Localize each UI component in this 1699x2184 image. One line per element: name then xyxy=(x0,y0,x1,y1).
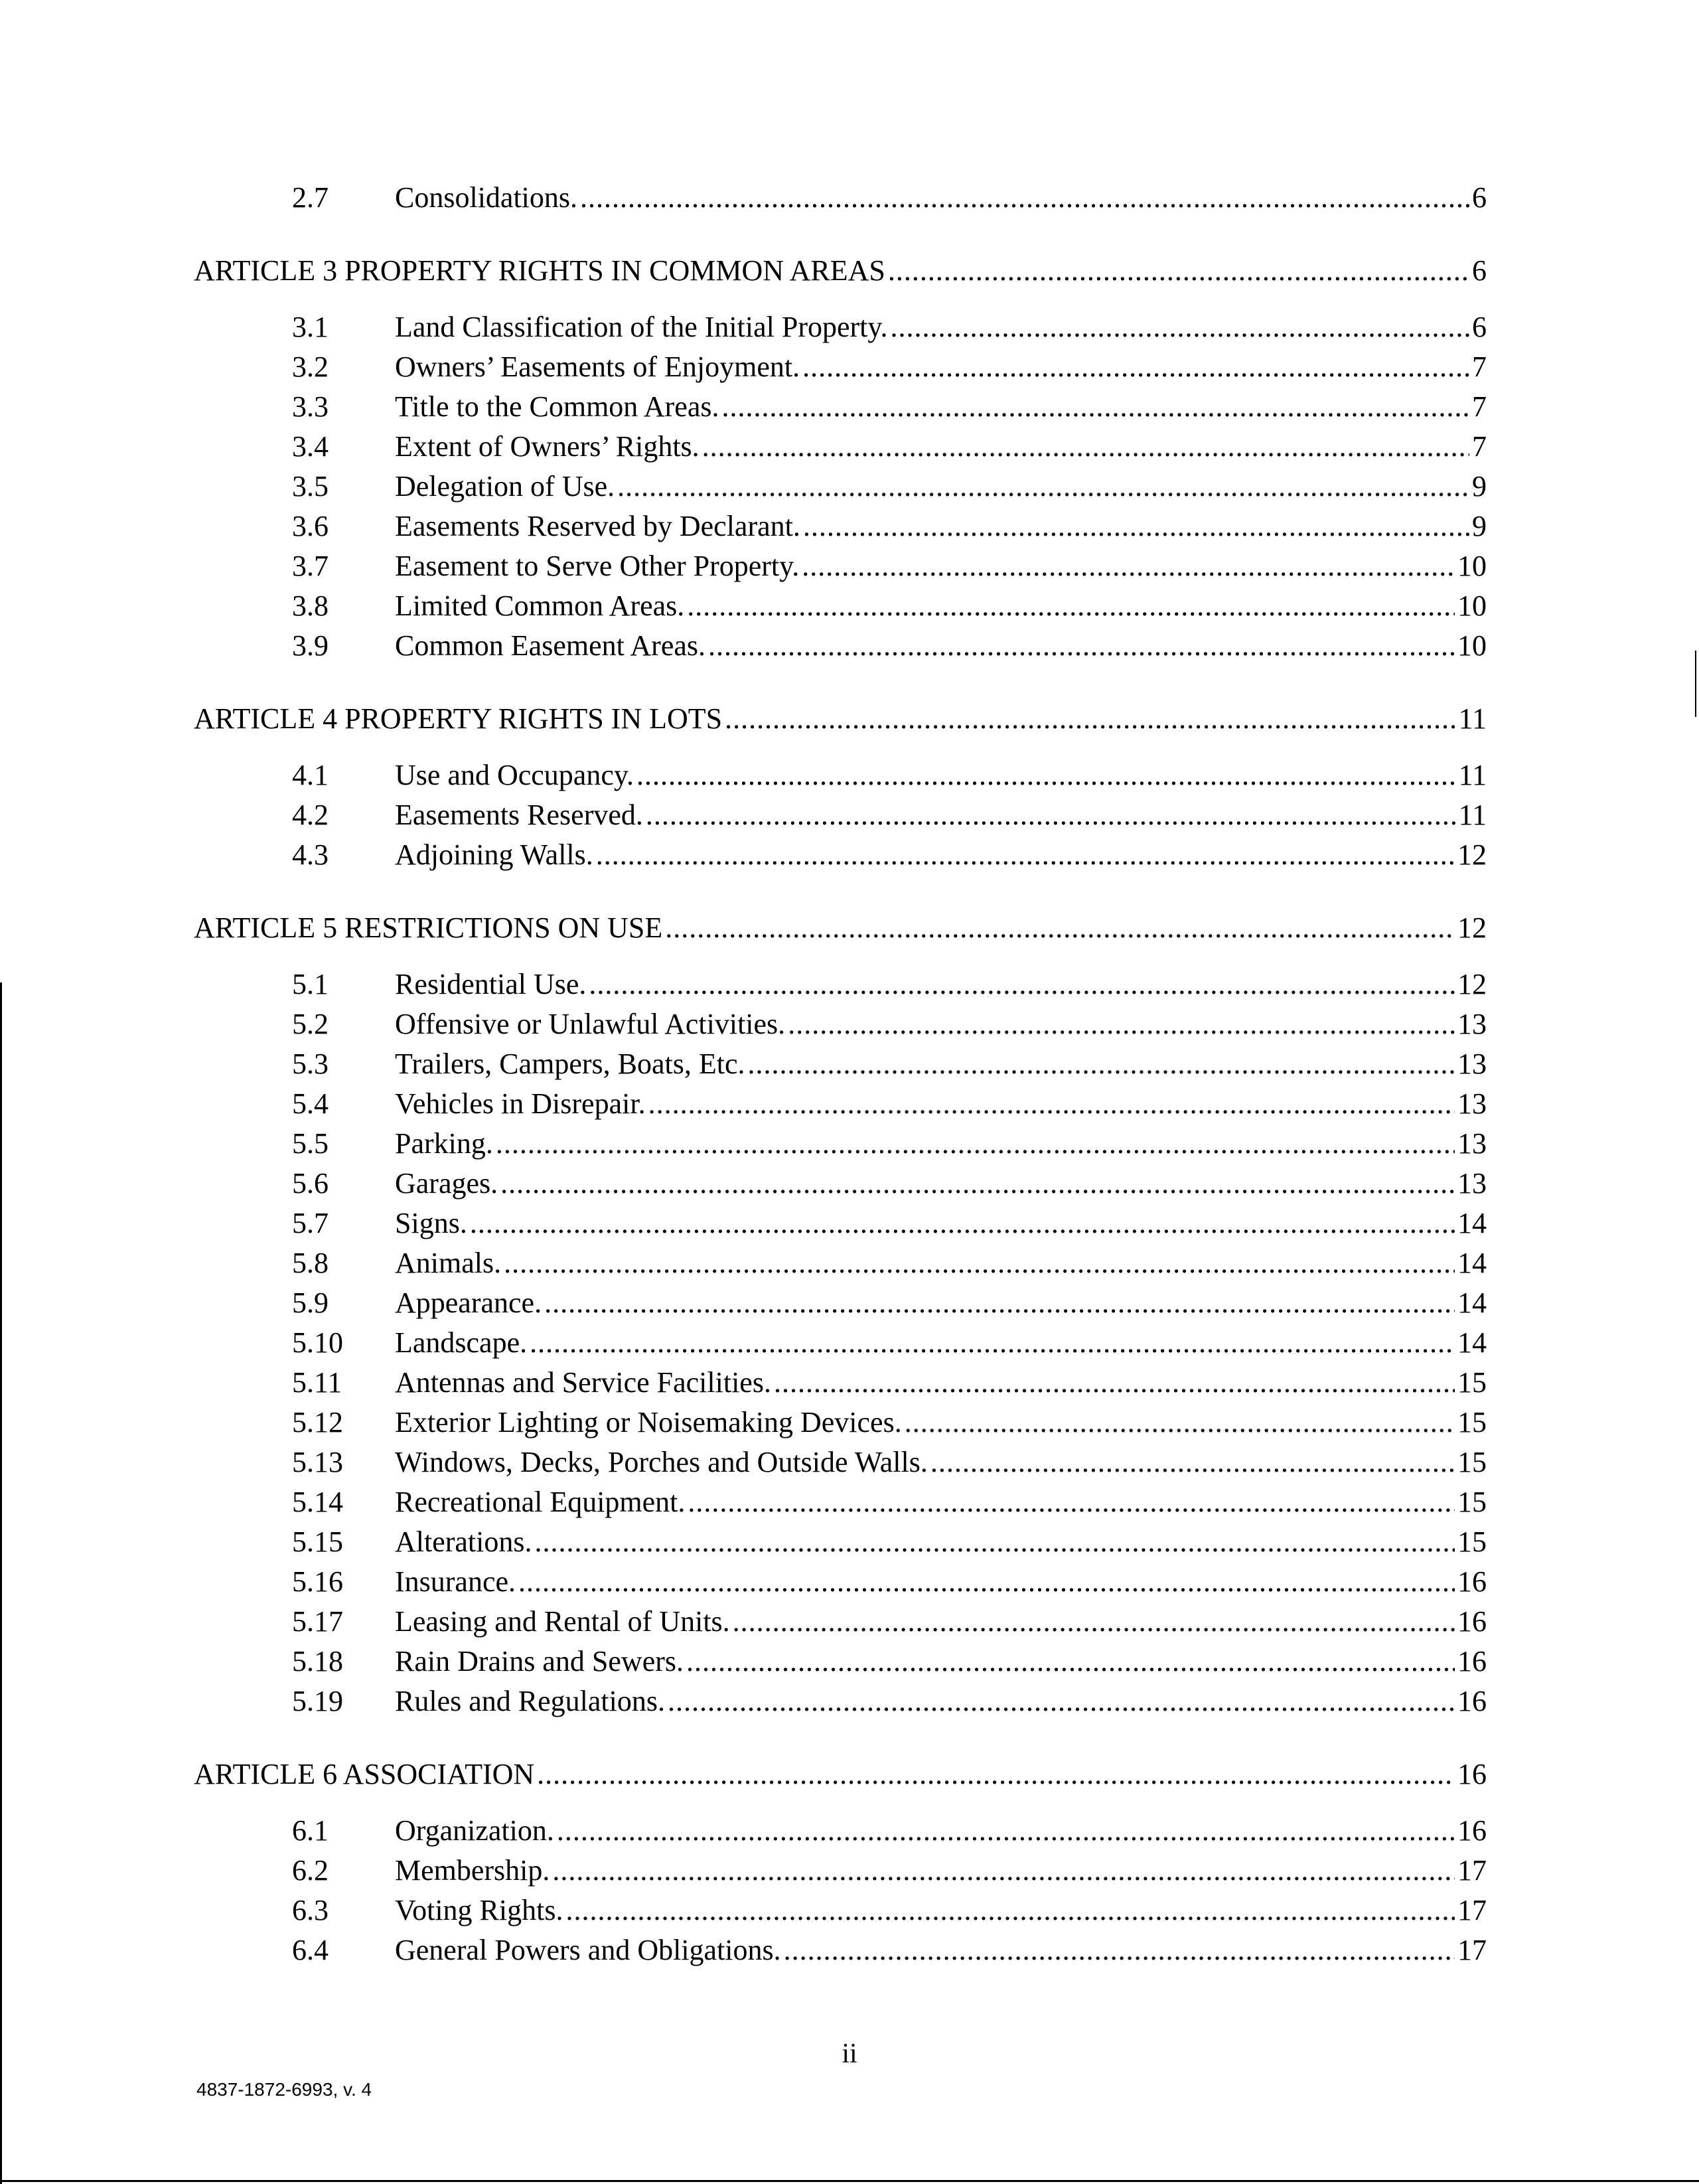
toc-page-number: 14 xyxy=(1457,1326,1487,1359)
toc-section-number: 5.6 xyxy=(292,1167,329,1200)
toc-section-number: 4.1 xyxy=(292,759,329,791)
toc-section-entry xyxy=(292,467,1487,507)
toc-page-number: 14 xyxy=(1457,1287,1487,1319)
dot-leader xyxy=(748,1044,1455,1084)
toc-section-number: 6.3 xyxy=(292,1894,329,1926)
toc-section-entry xyxy=(292,1891,1487,1930)
toc-entry-title: Insurance. xyxy=(395,1565,516,1598)
scan-edge-left xyxy=(0,982,2,2184)
dot-leader xyxy=(557,1811,1455,1851)
toc-entry-title: Easement to Serve Other Property. xyxy=(395,550,800,582)
toc-page-number: 10 xyxy=(1457,629,1487,662)
dot-leader xyxy=(687,586,1455,626)
dot-leader xyxy=(802,546,1455,586)
toc-section-number: 5.13 xyxy=(292,1446,343,1478)
dot-leader xyxy=(930,1443,1455,1482)
toc-page-number: 9 xyxy=(1472,510,1487,542)
dot-leader xyxy=(702,427,1469,467)
toc-page-number: 9 xyxy=(1472,470,1487,503)
toc-entry-title: Residential Use. xyxy=(395,968,587,1000)
toc-entry-title: Easements Reserved by Declarant. xyxy=(395,510,800,542)
toc-section-number: 5.17 xyxy=(292,1605,343,1638)
dot-leader xyxy=(565,1891,1455,1930)
toc-section-number: 6.4 xyxy=(292,1934,329,1966)
toc-entry-title: Garages. xyxy=(395,1167,498,1200)
toc-entry-title: Use and Occupancy. xyxy=(395,759,634,791)
dot-leader xyxy=(905,1403,1455,1443)
toc-section-number: 3.9 xyxy=(292,629,329,662)
toc-section-number: 5.9 xyxy=(292,1287,329,1319)
toc-section-entry xyxy=(292,1084,1487,1124)
toc-entry-title: Adjoining Walls. xyxy=(395,838,593,871)
toc-page-number: 16 xyxy=(1457,1758,1487,1790)
toc-section-entry xyxy=(292,387,1487,427)
toc-page-number: 15 xyxy=(1457,1366,1487,1399)
toc-section-entry xyxy=(292,507,1487,546)
toc-section-number: 5.18 xyxy=(292,1645,343,1677)
toc-page-number: 13 xyxy=(1457,1008,1487,1040)
toc-section-number: 3.4 xyxy=(292,430,329,463)
toc-section-number: 3.3 xyxy=(292,390,329,423)
toc-section-entry xyxy=(292,795,1487,835)
toc-section-entry xyxy=(292,1403,1487,1443)
toc-section-number: 3.7 xyxy=(292,550,329,582)
toc-section-entry xyxy=(292,1851,1487,1891)
toc-entry-title: Recreational Equipment. xyxy=(395,1486,686,1518)
toc-entry-title: Offensive or Unlawful Activities. xyxy=(395,1008,786,1040)
toc-page-number: 6 xyxy=(1472,254,1487,287)
toc-entry-title: Membership. xyxy=(395,1854,550,1887)
toc-entry-title: Leasing and Rental of Units. xyxy=(395,1605,730,1638)
toc-page-number: 15 xyxy=(1457,1406,1487,1439)
toc-section-entry xyxy=(292,1004,1487,1044)
dot-leader xyxy=(788,1004,1455,1044)
toc-article-entry xyxy=(194,699,1487,739)
toc-page-number: 7 xyxy=(1472,390,1487,423)
dot-leader xyxy=(803,507,1469,546)
toc-section-entry xyxy=(292,835,1487,875)
toc-page-number: 12 xyxy=(1457,838,1487,871)
toc-section-entry xyxy=(292,347,1487,387)
toc-page-number: 10 xyxy=(1457,589,1487,622)
toc-section-number: 5.3 xyxy=(292,1048,329,1080)
page-number: ii xyxy=(842,2039,857,2069)
toc-entry-title: Trailers, Campers, Boats, Etc. xyxy=(395,1048,745,1080)
toc-section-number: 5.10 xyxy=(292,1326,343,1359)
toc-page-number: 14 xyxy=(1457,1247,1487,1279)
toc-entry-title: Land Classification of the Initial Property. xyxy=(395,311,888,343)
toc-section-number: 5.4 xyxy=(292,1087,329,1120)
toc-page-number: 6 xyxy=(1472,311,1487,343)
toc-section-number: 5.1 xyxy=(292,968,329,1000)
toc-entry-title: Consolidations. xyxy=(395,181,578,214)
toc-section-entry xyxy=(292,546,1487,586)
toc-page-number: 14 xyxy=(1457,1207,1487,1239)
toc-section-entry xyxy=(292,1243,1487,1283)
toc-section-entry xyxy=(292,178,1487,218)
toc-section-entry xyxy=(292,1811,1487,1851)
toc-section-entry xyxy=(292,1283,1487,1323)
dot-leader xyxy=(617,467,1469,507)
toc-section-entry xyxy=(292,1930,1487,1970)
dot-leader xyxy=(891,307,1469,347)
toc-entry-title: Limited Common Areas. xyxy=(395,589,685,622)
toc-section-number: 5.14 xyxy=(292,1486,343,1518)
scan-edge-right xyxy=(1695,651,1696,717)
dot-leader xyxy=(725,699,1456,739)
toc-page-number: 13 xyxy=(1457,1087,1487,1120)
toc-entry-title: Appearance. xyxy=(395,1287,542,1319)
toc-page-number: 7 xyxy=(1472,351,1487,383)
dot-leader xyxy=(530,1323,1455,1363)
document-id: 4837-1872-6993, v. 4 xyxy=(196,2079,372,2100)
toc-entry-title: Exterior Lighting or Noisemaking Devices. xyxy=(395,1406,902,1439)
toc-section-entry xyxy=(292,1363,1487,1403)
toc-section-number: 5.12 xyxy=(292,1406,343,1439)
toc-entry-title: Landscape. xyxy=(395,1326,528,1359)
dot-leader xyxy=(518,1562,1455,1602)
toc-entry-title: Animals. xyxy=(395,1247,502,1279)
toc-section-number: 2.7 xyxy=(292,181,329,214)
toc-section-entry xyxy=(292,626,1487,666)
toc-section-entry xyxy=(292,1602,1487,1642)
toc-page-number: 11 xyxy=(1458,799,1487,831)
toc-page-number: 12 xyxy=(1457,911,1487,944)
toc-entry-title: Owners’ Easements of Enjoyment. xyxy=(395,351,800,383)
toc-page-number: 15 xyxy=(1457,1446,1487,1478)
dot-leader xyxy=(636,755,1456,795)
toc-section-entry xyxy=(292,755,1487,795)
toc-section-number: 4.2 xyxy=(292,799,329,831)
toc-section-entry xyxy=(292,1323,1487,1363)
dot-leader xyxy=(668,1681,1455,1721)
toc-section-number: 5.19 xyxy=(292,1685,343,1717)
dot-leader xyxy=(535,1522,1455,1562)
dot-leader xyxy=(688,1482,1455,1522)
dot-leader xyxy=(733,1602,1455,1642)
toc-section-entry xyxy=(292,1044,1487,1084)
dot-leader xyxy=(496,1124,1455,1164)
toc-section-number: 6.1 xyxy=(292,1814,329,1847)
toc-section-entry xyxy=(292,1482,1487,1522)
toc-section-number: 5.5 xyxy=(292,1127,329,1160)
toc-entry-title: Easements Reserved. xyxy=(395,799,643,831)
toc-page-number: 13 xyxy=(1457,1048,1487,1080)
dot-leader xyxy=(784,1930,1455,1970)
toc-section-number: 3.5 xyxy=(292,470,329,503)
toc-entry-title: ARTICLE 5 RESTRICTIONS ON USE xyxy=(194,911,663,944)
scan-edge-bottom xyxy=(0,2180,1699,2182)
toc-entry-title: Vehicles in Disrepair. xyxy=(395,1087,646,1120)
toc-section-number: 6.2 xyxy=(292,1854,329,1887)
toc-section-number: 5.15 xyxy=(292,1525,343,1558)
toc-entry-title: ARTICLE 3 PROPERTY RIGHTS IN COMMON AREAS xyxy=(194,254,885,287)
toc-entry-title: Signs. xyxy=(395,1207,467,1239)
toc-section-entry xyxy=(292,1522,1487,1562)
toc-section-entry xyxy=(292,1443,1487,1482)
toc-entry-title: ARTICLE 4 PROPERTY RIGHTS IN LOTS xyxy=(194,702,723,735)
toc-entry-title: Rules and Regulations. xyxy=(395,1685,665,1717)
dot-leader xyxy=(648,1084,1455,1124)
dot-leader xyxy=(544,1283,1455,1323)
dot-leader xyxy=(552,1851,1455,1891)
toc-page-number: 17 xyxy=(1457,1894,1487,1926)
toc-entry-title: Voting Rights. xyxy=(395,1894,563,1926)
toc-section-entry xyxy=(292,427,1487,467)
toc-entry-title: Extent of Owners’ Rights. xyxy=(395,430,700,463)
dot-leader xyxy=(504,1243,1455,1283)
toc-section-entry xyxy=(292,1124,1487,1164)
toc-page-number: 11 xyxy=(1458,702,1487,735)
toc-page-number: 17 xyxy=(1457,1934,1487,1966)
toc-article-entry xyxy=(194,1755,1487,1794)
toc-entry-title: Delegation of Use. xyxy=(395,470,615,503)
toc-section-entry xyxy=(292,965,1487,1004)
toc-section-number: 5.8 xyxy=(292,1247,329,1279)
toc-section-entry xyxy=(292,1562,1487,1602)
dot-leader xyxy=(596,835,1455,875)
toc-article-entry xyxy=(194,908,1487,948)
dot-leader xyxy=(537,1755,1455,1794)
toc-section-entry xyxy=(292,1681,1487,1721)
toc-page-number: 16 xyxy=(1457,1565,1487,1598)
toc-page-number: 16 xyxy=(1457,1645,1487,1677)
dot-leader xyxy=(500,1164,1455,1204)
toc-section-entry xyxy=(292,1204,1487,1243)
toc-section-number: 5.11 xyxy=(292,1366,342,1399)
toc-section-entry xyxy=(292,1164,1487,1204)
toc-section-number: 3.2 xyxy=(292,351,329,383)
toc-entry-title: ARTICLE 6 ASSOCIATION xyxy=(194,1758,535,1790)
toc-section-number: 5.7 xyxy=(292,1207,329,1239)
dot-leader xyxy=(708,626,1455,666)
dot-leader xyxy=(589,965,1455,1004)
toc-page-number: 6 xyxy=(1472,181,1487,214)
toc-section-number: 5.2 xyxy=(292,1008,329,1040)
dot-leader xyxy=(722,387,1470,427)
toc-page-number: 16 xyxy=(1457,1685,1487,1717)
toc-entry-title: Title to the Common Areas. xyxy=(395,390,719,423)
dot-leader xyxy=(888,251,1469,291)
toc-page-number: 15 xyxy=(1457,1525,1487,1558)
dot-leader xyxy=(580,178,1469,218)
toc-page-number: 12 xyxy=(1457,968,1487,1000)
dot-leader xyxy=(646,795,1456,835)
toc-page-number: 16 xyxy=(1457,1814,1487,1847)
dot-leader xyxy=(470,1204,1455,1243)
toc-page-number: 17 xyxy=(1457,1854,1487,1887)
dot-leader xyxy=(686,1642,1455,1681)
toc-section-entry xyxy=(292,586,1487,626)
toc-article-entry xyxy=(194,251,1487,291)
toc-page-number: 11 xyxy=(1458,759,1487,791)
toc-section-entry xyxy=(292,1642,1487,1681)
toc-entry-title: Organization. xyxy=(395,1814,554,1847)
toc-section-number: 4.3 xyxy=(292,838,329,871)
toc-page-number: 10 xyxy=(1457,550,1487,582)
toc-entry-title: Antennas and Service Facilities. xyxy=(395,1366,771,1399)
toc-section-number: 3.8 xyxy=(292,589,329,622)
dot-leader xyxy=(665,908,1455,948)
toc-page-number: 16 xyxy=(1457,1605,1487,1638)
toc-page-number: 15 xyxy=(1457,1486,1487,1518)
toc-page-number: 13 xyxy=(1457,1167,1487,1200)
toc-section-entry xyxy=(292,307,1487,347)
dot-leader xyxy=(774,1363,1455,1403)
toc-entry-title: Parking. xyxy=(395,1127,493,1160)
toc-entry-title: Windows, Decks, Porches and Outside Walls. xyxy=(395,1446,928,1478)
toc-section-number: 3.1 xyxy=(292,311,329,343)
toc-page-number: 7 xyxy=(1472,430,1487,463)
toc-entry-title: Rain Drains and Sewers. xyxy=(395,1645,684,1677)
toc-page-number: 13 xyxy=(1457,1127,1487,1160)
toc-section-number: 3.6 xyxy=(292,510,329,542)
toc-entry-title: General Powers and Obligations. xyxy=(395,1934,781,1966)
toc-entry-title: Common Easement Areas. xyxy=(395,629,706,662)
toc-section-number: 5.16 xyxy=(292,1565,343,1598)
dot-leader xyxy=(802,347,1469,387)
toc-entry-title: Alterations. xyxy=(395,1525,532,1558)
